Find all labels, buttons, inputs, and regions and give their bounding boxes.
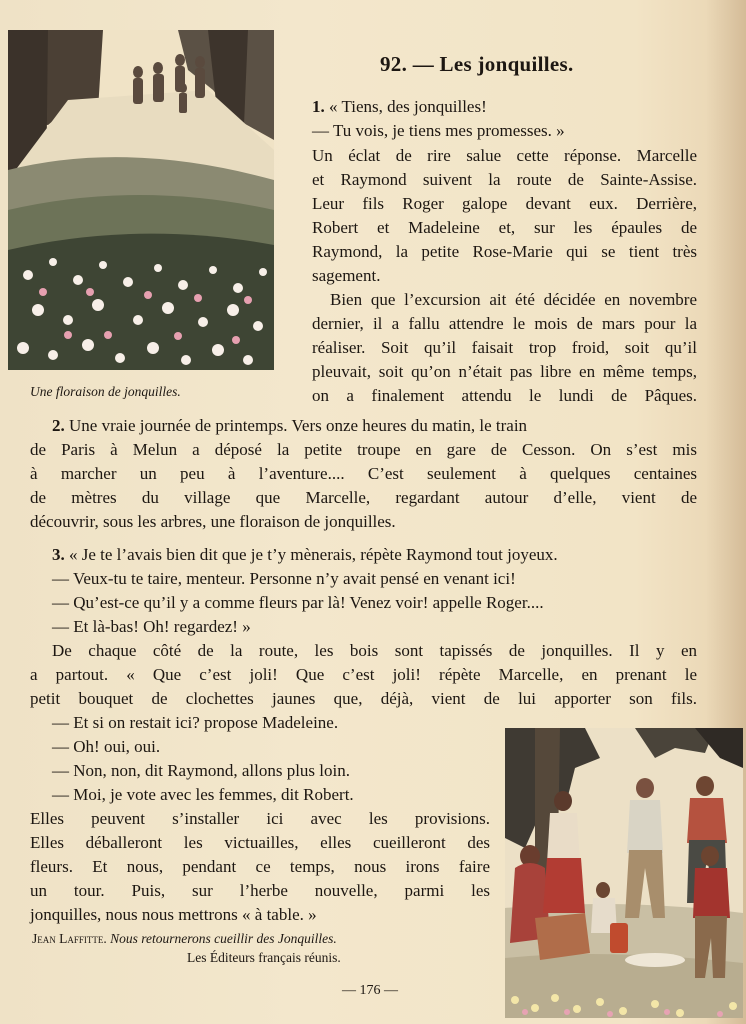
- section2-line4: de mètres du village que Marcelle, regardant autour d’elle, vient de: [30, 488, 697, 507]
- source-author: Jean Laffitte.: [32, 931, 107, 946]
- section2-line5: découvrir, sous les arbres, une floraison de jonquilles.: [30, 512, 396, 531]
- section1-line12: pleuvait, soit qu’on n’était pas libre en même temps,: [312, 362, 697, 381]
- illustration-jonquilles-floraison: [8, 30, 274, 370]
- illustration-caption: Une floraison de jonquilles.: [30, 384, 181, 399]
- section3-line13: Elles déballeront les victuailles, elles cueilleront des: [30, 833, 490, 852]
- section1-line9: Bien que l’excursion ait été décidée en novembre: [330, 290, 697, 309]
- section3-line7: petit bouquet de clochettes jaunes que, déjà, vient de lui apporter son fils.: [30, 689, 697, 708]
- section1-line8: sagement.: [312, 266, 381, 285]
- source-work: Nous retournerons cueillir des Jonquilles.: [110, 931, 337, 946]
- page-number: — 176 —: [342, 983, 398, 998]
- source-citation: [32, 931, 337, 947]
- section1-line2: — Tu vois, je tiens mes promesses. »: [312, 121, 565, 140]
- section1-line4: et Raymond suivent la route de Sainte-Assise.: [312, 170, 697, 189]
- lesson-title: 92. — Les jonquilles.: [380, 52, 574, 76]
- section3-line10: — Non, non, dit Raymond, allons plus loin.: [52, 761, 350, 780]
- section1-number: 1.: [312, 97, 325, 116]
- section3-number: 3.: [52, 545, 65, 564]
- section3-line9: — Oh! oui, oui.: [52, 737, 161, 756]
- section1-line3: Un éclat de rire salue cette réponse. Marcelle: [312, 146, 697, 165]
- section3-line3: — Qu’est-ce qu’il y a comme fleurs par là! Venez voir! appelle Roger....: [52, 593, 544, 612]
- section3-line12: Elles peuvent s’installer ici avec les provisions.: [30, 809, 490, 828]
- section1-line10: dernier, il a fallu attendre le mois de mars pour la: [312, 314, 697, 333]
- source-publisher: Les Éditeurs français réunis.: [187, 950, 341, 965]
- section3-line6: a partout. « Que c’est joli! Que c’est joli! répète Marcelle, en prenant le: [30, 665, 697, 684]
- section3-line11: — Moi, je vote avec les femmes, dit Robert.: [52, 785, 354, 804]
- section3-line2: — Veux-tu te taire, menteur. Personne n’y avait pensé en venant ici!: [52, 569, 516, 588]
- section3-line8: — Et si on restait ici? propose Madeleine.: [52, 713, 339, 732]
- section1-line7: Raymond, la petite Rose-Marie qui se tient très: [312, 242, 697, 261]
- illustration-picnic-scene: [505, 728, 743, 1018]
- section3-line4: — Et là-bas! Oh! regardez! »: [52, 617, 251, 636]
- section1-line1: 1. « Tiens, des jonquilles!: [312, 97, 487, 116]
- section1-line6: Robert et Madeleine et, sur les épaules de: [312, 218, 697, 237]
- section2-line2: de Paris à Melun a déposé la petite troupe en gare de Cesson. On s’est mis: [30, 440, 697, 459]
- section1-line11: réaliser. Soit qu’il faisait trop froid, soit qu’il: [312, 338, 697, 357]
- section3-line16: jonquilles, nous nous mettrons « à table. »: [30, 905, 317, 924]
- section3-line1: 3. « Je te l’avais bien dit que je t’y mènerais, répète Raymond tout joyeux.: [52, 545, 558, 564]
- section3-line5: De chaque côté de la route, les bois sont tapissés de jonquilles. Il y en: [52, 641, 697, 660]
- section1-line13: on a finalement attendu le lundi de Pâques.: [312, 386, 697, 405]
- section2-line3: à marcher un peu à l’aventure.... C’est seulement à quelques centaines: [30, 464, 697, 483]
- section2-line1: 2. Une vraie journée de printemps. Vers onze heures du matin, le train: [52, 416, 528, 435]
- section3-line15: un tour. Puis, sur l’herbe nouvelle, parmi les: [30, 881, 490, 900]
- section2-number: 2.: [52, 416, 65, 435]
- section1-line5: Leur fils Roger galope devant eux. Derrière,: [312, 194, 697, 213]
- section3-line14: fleurs. Et nous, pendant ce temps, nous irons faire: [30, 857, 490, 876]
